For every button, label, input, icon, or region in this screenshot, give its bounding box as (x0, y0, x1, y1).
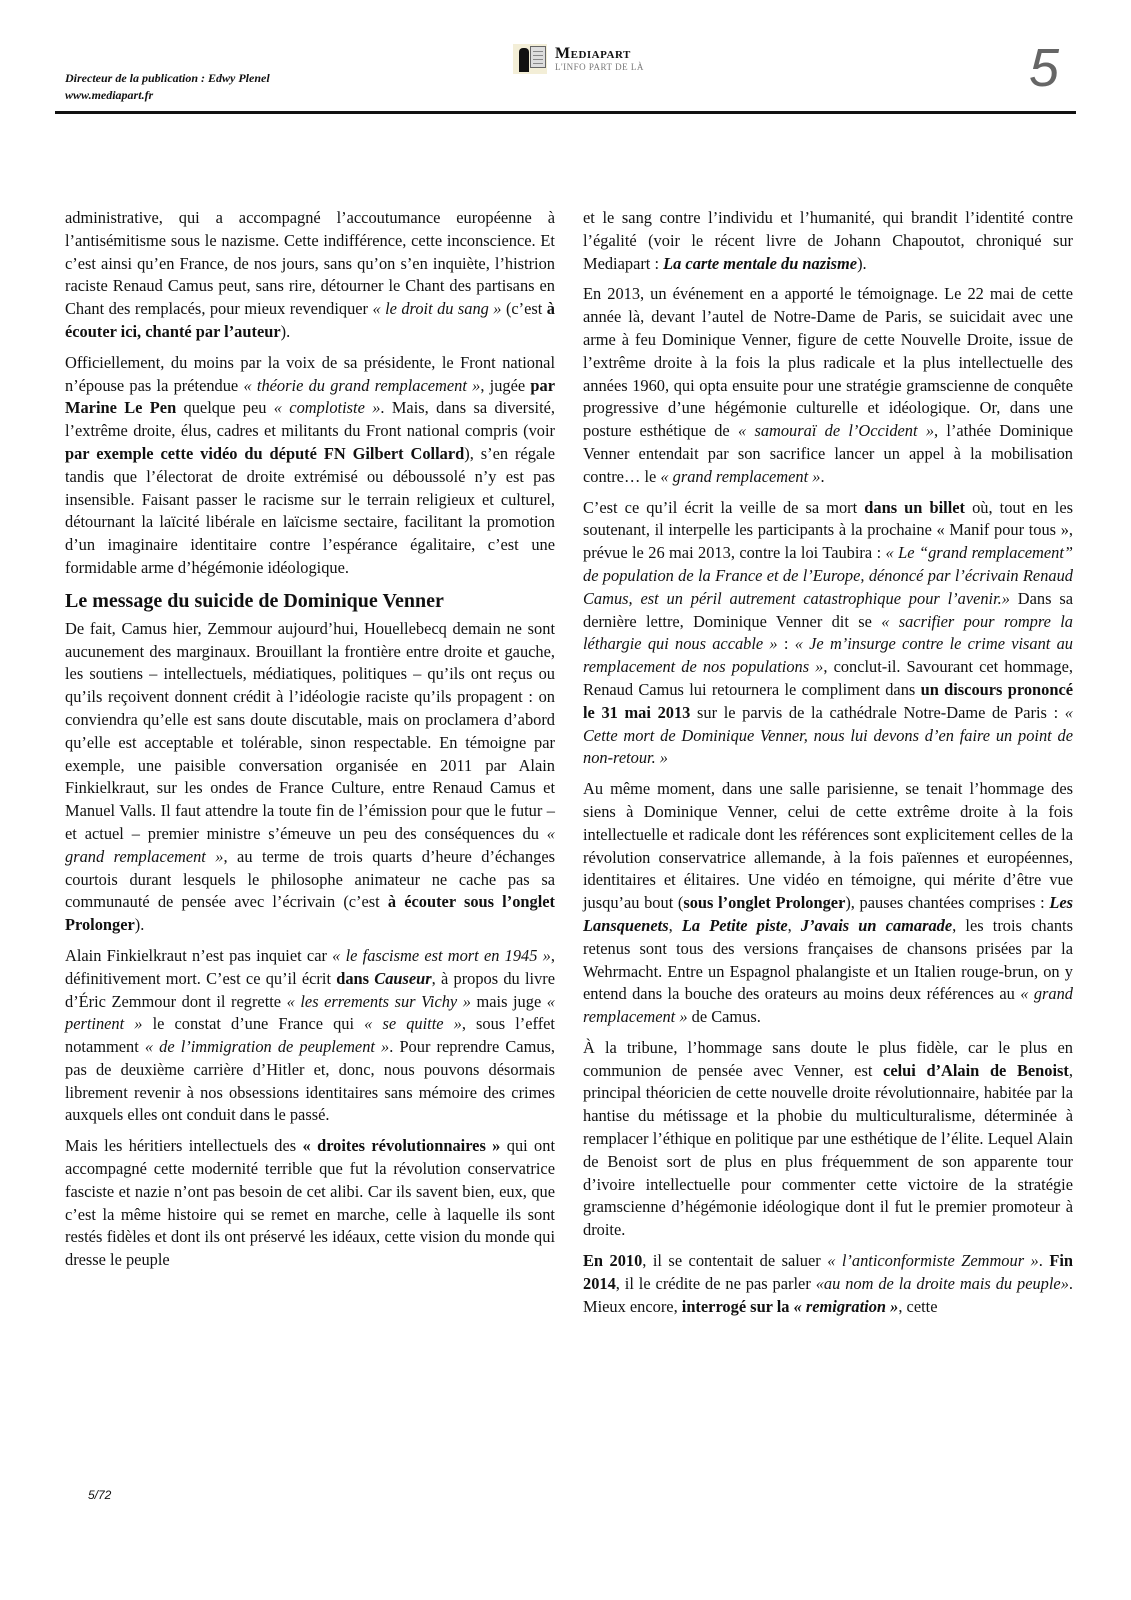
link-text[interactable]: celui d’Alain de Benoist (883, 1060, 1069, 1080)
body-text: , jugée (480, 375, 531, 395)
body-text: , définitivement mort. C’est ce qu’il écrit (65, 945, 555, 988)
link-text[interactable]: La carte mentale du nazisme (663, 253, 858, 273)
right-column (583, 207, 1073, 1326)
body-text: , il se contentait de saluer (642, 1251, 828, 1271)
mediapart-logo[interactable] (513, 44, 644, 74)
quote-text: « se quitte » (364, 1014, 462, 1034)
body-text: Dans sa dernière lettre, Dominique Venner dit se (583, 588, 1073, 631)
body-text: ). (280, 321, 291, 341)
body-text: , cette (898, 1296, 938, 1316)
body-text: C’est ce qu’il écrit la veille de sa mort (583, 497, 865, 517)
paragraph (583, 1250, 1073, 1318)
paragraph (583, 1037, 1073, 1242)
body-text: le constat d’une France qui (142, 1014, 365, 1034)
quote-text: « pertinent » (65, 991, 555, 1034)
body-text: de Camus. (687, 1007, 761, 1027)
paragraph (65, 207, 555, 344)
link-text[interactable]: à écouter sous l’onglet Prolonger (65, 892, 555, 935)
body-text: , les trois chants retenus sont tous des versions françaises de chansons prisées par la Wehrmacht. Entre un Espagnol phalangiste et un Italien rouge-brun, on y entend dans la bouche des orateurs au moins deux références au (583, 915, 1073, 1004)
page-indicator: 5/72 (88, 1488, 112, 1502)
body-text: où, tout en les soutenant, il interpelle les participants à la prochaine « Manif pour tous », prévue le 26 mai 2013, contre la loi Taubira : (583, 497, 1073, 563)
body-text: : (777, 634, 795, 654)
quote-text: « complotiste » (273, 398, 381, 418)
quote-text: « de l’immigration de peuplement » (144, 1037, 390, 1057)
body-text: . (820, 466, 825, 486)
quote-text: « l’anticonformiste Zemmour » (827, 1251, 1039, 1271)
body-text: , au terme de trois quarts d’heure d’échanges courtois durant lesquels le philosophe animateur ne cache pas sa communauté de pensée avec l’écrivain (c’est (65, 846, 555, 912)
body-text: , sous l’effet notamment (65, 1014, 555, 1057)
quote-text: « sacrifier pour rompre la léthargie qui nous accable » (583, 611, 1073, 654)
left-column (65, 207, 555, 1280)
logo-tagline: L'INFO PART DE LÀ (555, 61, 644, 72)
body-text: . Pour reprendre Camus, pas de deuxième carrière d’Hitler et, donc, nous pouvons désormais librement revenir à nos obsessions identitaires sans mémoire des crimes auxquels elles ont conduit dans le passé. (65, 1037, 555, 1125)
body-text: Officiellement, du moins par la voix de sa présidente, le Front national n’épouse pas la prétendue (65, 352, 555, 395)
link-text[interactable]: Causeur (374, 968, 432, 988)
website-link[interactable]: www.mediapart.fr (65, 88, 154, 102)
body-text: Mais les héritiers intellectuels des (65, 1136, 303, 1156)
link-text[interactable]: En 2010 (583, 1251, 643, 1271)
header-divider (55, 111, 1076, 114)
newspaper-crier-icon (513, 44, 547, 74)
quote-text: « Cette mort de Dominique Venner, nous lui devons d’en faire un point de non-retour. » (583, 702, 1073, 768)
body-text: sur le parvis de la cathédrale Notre-Dame de Paris : (690, 702, 1065, 722)
quote-text: « grand remplacement » (65, 823, 555, 866)
paragraph (583, 283, 1073, 488)
body-text: et le sang contre l’individu et l’humanité, qui brandit l’identité contre l’égalité (voir le récent livre de Johann Chapoutot, chroniqué sur Mediapart : (583, 208, 1073, 273)
link-text[interactable]: à écouter ici, chanté par l’auteur (65, 299, 555, 341)
body-text: À la tribune, l’hommage sans doute le plus fidèle, car le plus en communion de pensée avec Venner, est (583, 1037, 1073, 1080)
body-text: quelque peu (176, 398, 274, 418)
quote-text: « grand remplacement » (583, 984, 1073, 1027)
body-text: . (1038, 1251, 1050, 1271)
link-text[interactable]: un discours prononcé le 31 mai 2013 (583, 679, 1074, 722)
publication-header (65, 70, 270, 104)
quote-text: « Je m’insurge contre le crime visant au remplacement de nos populations » (583, 634, 1074, 677)
body-text: . Mais, dans sa diversité, l’extrême droite, élus, cadres et militants du Front national compris (voir (65, 398, 556, 441)
paragraph (583, 207, 1073, 275)
director-line: Directeur de la publication : Edwy Plenel (65, 71, 270, 85)
body-text: qui ont accompagné cette modernité terrible que fut la révolution conservatrice fasciste et nazie n’ont pas besoin de cet alibi. Car ils savent bien, eux, que c’est la même histoire qui se remet en marche, celle à laquelle ils sont restés fidèles et dont ils ont préservé les idéaux, cette vision du monde qui dresse le peuple (65, 1136, 555, 1270)
paragraph (65, 618, 555, 937)
paragraph (65, 945, 555, 1127)
link-text[interactable]: La Petite piste (681, 915, 788, 935)
body-text: Alain Finkielkraut n’est pas inquiet car (65, 945, 333, 965)
quote-text: « Le “grand remplacement” de population de la France et de l’Europe, dénoncé par l’écrivain Renaud Camus, est un péril autrement catastrophique pour l’avenir.» (583, 543, 1073, 608)
body-text: , conclut-il. Savourant cet hommage, Renaud Camus lui retournera le compliment dans (583, 657, 1073, 699)
body-text: , l’athée Dominique Venner entendait par son sacrifice lancer un appel à la mobilisation contre… le (583, 421, 1074, 486)
body-text: administrative, qui a accompagné l’accoutumance européenne à l’antisémitisme sous le nazisme. Cette indifférence, cette inconscience. Et c’est ainsi qu’en France, de nos jours, sans qu’on s’en inquiète, l’histrion raciste Renaud Camus peut, sans rire, détourner le Chant des partisans en Chant des remplacés, pour mieux revendiquer (65, 208, 555, 319)
body-text: De fait, Camus hier, Zemmour aujourd’hui, Houellebecq demain ne sont aucunement des marginaux. Brouillant la frontière entre droite et gauche, les soutiens – intellectuels, médiatiques, politiques – qu’ils ont reçus ou qu’ils reçoivent donnent crédit à l’idéologie raciste qu’ils propagent : on conviendra qu’elle est sans doute discutable, mais on proclamera d’abord qu’elle est acceptable et tolérable, sinon respectable. En témoigne par exemple, une paisible conversation organisée en 2011 par Alain Finkielkraut, sur les ondes de France Culture, entre Renaud Camus et Manuel Valls. Il faut attendre la toute fin de l’émission pour que le futur – et actuel – premier ministre s’émeuve un peu des conséquences du (65, 618, 555, 843)
link-text[interactable]: par exemple cette vidéo du député FN Gilbert Collard (65, 443, 465, 463)
body-text: , il le crédite de ne pas parler (615, 1273, 816, 1293)
link-text[interactable]: « droites révolutionnaires » (302, 1136, 501, 1156)
link-text[interactable]: Les Lansquenets (583, 893, 1073, 935)
body-text: ), pauses chantées comprises : (845, 893, 1050, 913)
paragraph (583, 497, 1073, 771)
paragraph (65, 352, 555, 580)
body-text: Au même moment, dans une salle parisienne, se tenait l’hommage des siens à Dominique Venner, celui de cette extrême droite à la fois intellectuelle et radicale dont les références sont explicitement celles de la révolution conservatrice allemande, à la fois païennes et européennes, identitaires et élitaires. Une vidéo en témoigne, qui mérite d’être vue jusqu’au bout ( (583, 779, 1073, 913)
body-text: En 2013, un événement en a apporté le témoignage. Le 22 mai de cette année là, devant l’autel de Notre-Dame de Paris, se suicidait avec une arme à feu Dominique Venner, figure de cette Nouvelle Droite, issue de l’extrême droite à la fois la plus radicale et la plus intellectuelle des années 1960, qui opta ensuite pour une stratégie gramscienne de conquête progressive d’une hégémonie culturelle et idéologique. Or, dans une posture esthétique de (583, 284, 1073, 441)
link-text[interactable]: J’avais un camarade (800, 915, 953, 935)
body-text: ), s’en régale tandis que l’électorat de droite extrémisé ou déboussolé n’y est pas insensible. Faisant passer le racisme sur le terrain religieux et culturel, détournant la laïcité libérale en laïcisme sectaire, facilitant la promotion d’un imaginaire identitaire contre l’espérance égalitaire, c’est une formidable arme d’hégémonie idéologique. (65, 443, 555, 577)
quote-text: « théorie du grand remplacement » (243, 375, 481, 395)
quote-text: « grand remplacement » (660, 466, 821, 486)
quote-text: « les errements sur Vichy » (286, 991, 471, 1011)
body-text: , principal théoricien de cette nouvelle droite révolutionnaire, habitée par la hantise du métissage et la phobie du multiculturalisme, déterminée à remplacer l’éthique en politique par une esthétique de l’élite. Lequel Alain de Benoist sort de plus en plus fréquemment de son apparente tour d’ivoire intellectuelle pour commenter cette victoire de la stratégie gramscienne d’hégémonie idéologique dont il fut le premier promoteur à droite. (583, 1060, 1073, 1240)
section-heading: Le message du suicide de Dominique Venner (65, 589, 444, 612)
link-text[interactable]: dans (336, 968, 375, 988)
body-text: (c’est (501, 299, 547, 319)
body-text: ). (134, 915, 145, 935)
body-text: ). (857, 253, 867, 273)
link-text[interactable]: sous l’onglet Prolonger (683, 893, 846, 913)
link-text[interactable]: par Marine Le Pen (65, 375, 556, 418)
link-text[interactable]: « remigration » (793, 1296, 899, 1316)
body-text: mais juge (470, 991, 547, 1011)
quote-text: « le droit du sang » (372, 299, 502, 319)
body-text: , (787, 915, 801, 935)
body-text: , à propos du livre d’Éric Zemmour dont il regrette (65, 968, 555, 1011)
logo-name: Mediapart (555, 44, 631, 62)
link-text[interactable]: Fin 2014 (583, 1251, 1073, 1293)
quote-text: « le fascisme est mort en 1945 » (332, 945, 551, 965)
body-text: , (668, 915, 682, 935)
paragraph (583, 778, 1073, 1029)
body-text: . Mieux encore, (583, 1273, 1073, 1316)
quote-text: « samouraï de l’Occident » (737, 421, 935, 441)
page-number: 5 (1028, 38, 1059, 98)
quote-text: «au nom de la droite mais du peuple» (815, 1273, 1069, 1293)
link-text[interactable]: interrogé sur la (681, 1296, 794, 1316)
link-text[interactable]: dans un billet (864, 497, 965, 517)
paragraph (65, 1135, 555, 1272)
